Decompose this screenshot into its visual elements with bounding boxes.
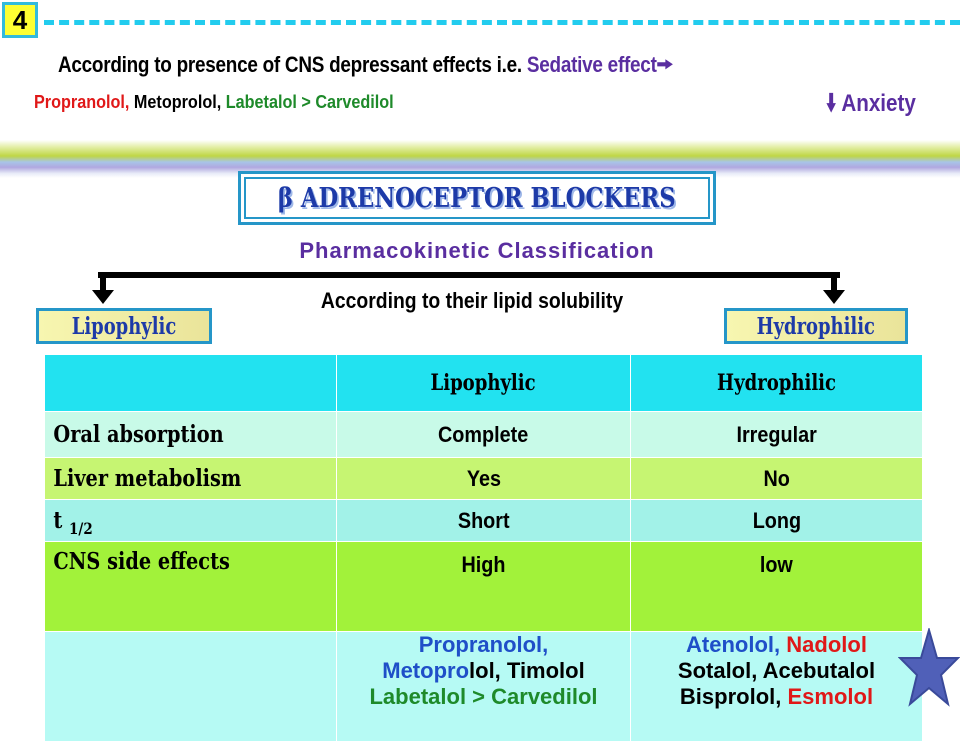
subtitle: Pharmacokinetic Classification <box>299 238 655 263</box>
row-label <box>45 507 93 538</box>
page-title <box>278 183 676 214</box>
table-row <box>45 458 923 500</box>
row-label-main: t <box>53 507 63 534</box>
anxiety-label <box>826 86 916 127</box>
cns-drug-list <box>34 92 394 113</box>
cell-value: Short <box>457 507 510 533</box>
sedative-effect-text: Sedative effect <box>526 52 657 77</box>
slide-number-badge <box>2 2 38 38</box>
comparison-table <box>44 354 923 742</box>
drug-bisprolol: Bisprolol, <box>679 684 782 709</box>
star-icon <box>898 628 960 720</box>
bracket-bar <box>98 272 840 278</box>
row-label-cell <box>45 458 337 500</box>
title-inner-frame <box>244 177 710 219</box>
cell-value: Irregular <box>736 421 817 447</box>
table-row <box>45 500 923 542</box>
examples-lipophylic <box>337 632 631 742</box>
table-row-examples <box>45 632 923 742</box>
drug-atenolol: Atenolol, <box>686 632 781 657</box>
examples-label-cell <box>45 632 337 742</box>
row-label: Oral absorption <box>53 421 224 448</box>
category-hydrophilic <box>724 308 908 344</box>
row-label-cell <box>45 412 337 458</box>
cell-lipophylic <box>337 500 631 542</box>
header-lipophylic-label: Lipophylic <box>430 370 537 396</box>
drug-line-2: Sotalol, Acebutalol <box>677 658 876 683</box>
category-hydrophilic-label: Hydrophilic <box>756 312 876 340</box>
row-label: Liver metabolism <box>53 465 242 492</box>
drug-line-1 <box>631 632 922 658</box>
cell-value: Yes <box>466 465 501 491</box>
drug-esmolol: Esmolol <box>787 684 874 709</box>
cell-lipophylic <box>337 542 631 632</box>
header-hydrophilic-label: Hydrophilic <box>717 370 836 396</box>
cell-hydrophilic <box>631 458 923 500</box>
title-box <box>238 171 716 225</box>
row-label-subscript: 1/2 <box>69 519 93 538</box>
cell-hydrophilic <box>631 412 923 458</box>
drug-timolol: lol, Timolol <box>469 658 585 683</box>
cell-value: low <box>759 552 793 577</box>
header-hydrophilic <box>631 355 923 412</box>
cell-lipophylic <box>337 458 631 500</box>
drug-propranolol: Propranolol, <box>34 92 130 112</box>
cell-lipophylic <box>337 412 631 458</box>
examples-hydrophilic <box>631 632 923 742</box>
drug-line-3: Labetalol > Carvedilol <box>369 684 598 709</box>
classification-criterion: According to their lipid solubility <box>320 288 624 313</box>
drug-labetalol-carvedilol: Labetalol > Carvedilol <box>225 92 394 112</box>
cell-value: Long <box>752 507 801 533</box>
drug-nadolol: Nadolol <box>786 632 867 657</box>
cell-value: Complete <box>438 421 529 447</box>
row-label-cell <box>45 500 337 542</box>
header-lipophylic <box>337 355 631 412</box>
category-lipophylic-label: Lipophylic <box>71 312 177 340</box>
table-row <box>45 542 923 632</box>
down-arrow-icon: 🠛 <box>826 90 837 117</box>
dashed-divider <box>44 20 960 25</box>
cns-criterion-text: According to presence of CNS depressant effects i.e. <box>58 52 522 77</box>
header-empty-cell <box>45 355 337 412</box>
title-text: ADRENOCEPTOR BLOCKERS <box>301 182 676 214</box>
cell-hydrophilic <box>631 500 923 542</box>
anxiety-text: Anxiety <box>841 90 916 117</box>
row-label: CNS side effects <box>53 548 230 575</box>
row-label-cell <box>45 542 337 632</box>
table-row <box>45 412 923 458</box>
cell-value: No <box>763 465 790 491</box>
right-arrow-icon: 🠚 <box>656 52 673 77</box>
drug-metoprolol: Metoprolol, <box>133 92 222 112</box>
beta-symbol: β <box>278 182 294 214</box>
drug-line-2 <box>337 658 630 684</box>
cns-criterion-line <box>58 48 673 86</box>
cell-value: High <box>461 552 506 577</box>
slide-number: 4 <box>12 4 28 35</box>
table-header-row <box>45 355 923 412</box>
drug-line-1: Propranolol, <box>418 632 549 657</box>
drug-metopro: Metopro <box>382 658 470 683</box>
category-lipophylic <box>36 308 212 344</box>
drug-line-3 <box>631 684 922 710</box>
cell-hydrophilic <box>631 542 923 632</box>
